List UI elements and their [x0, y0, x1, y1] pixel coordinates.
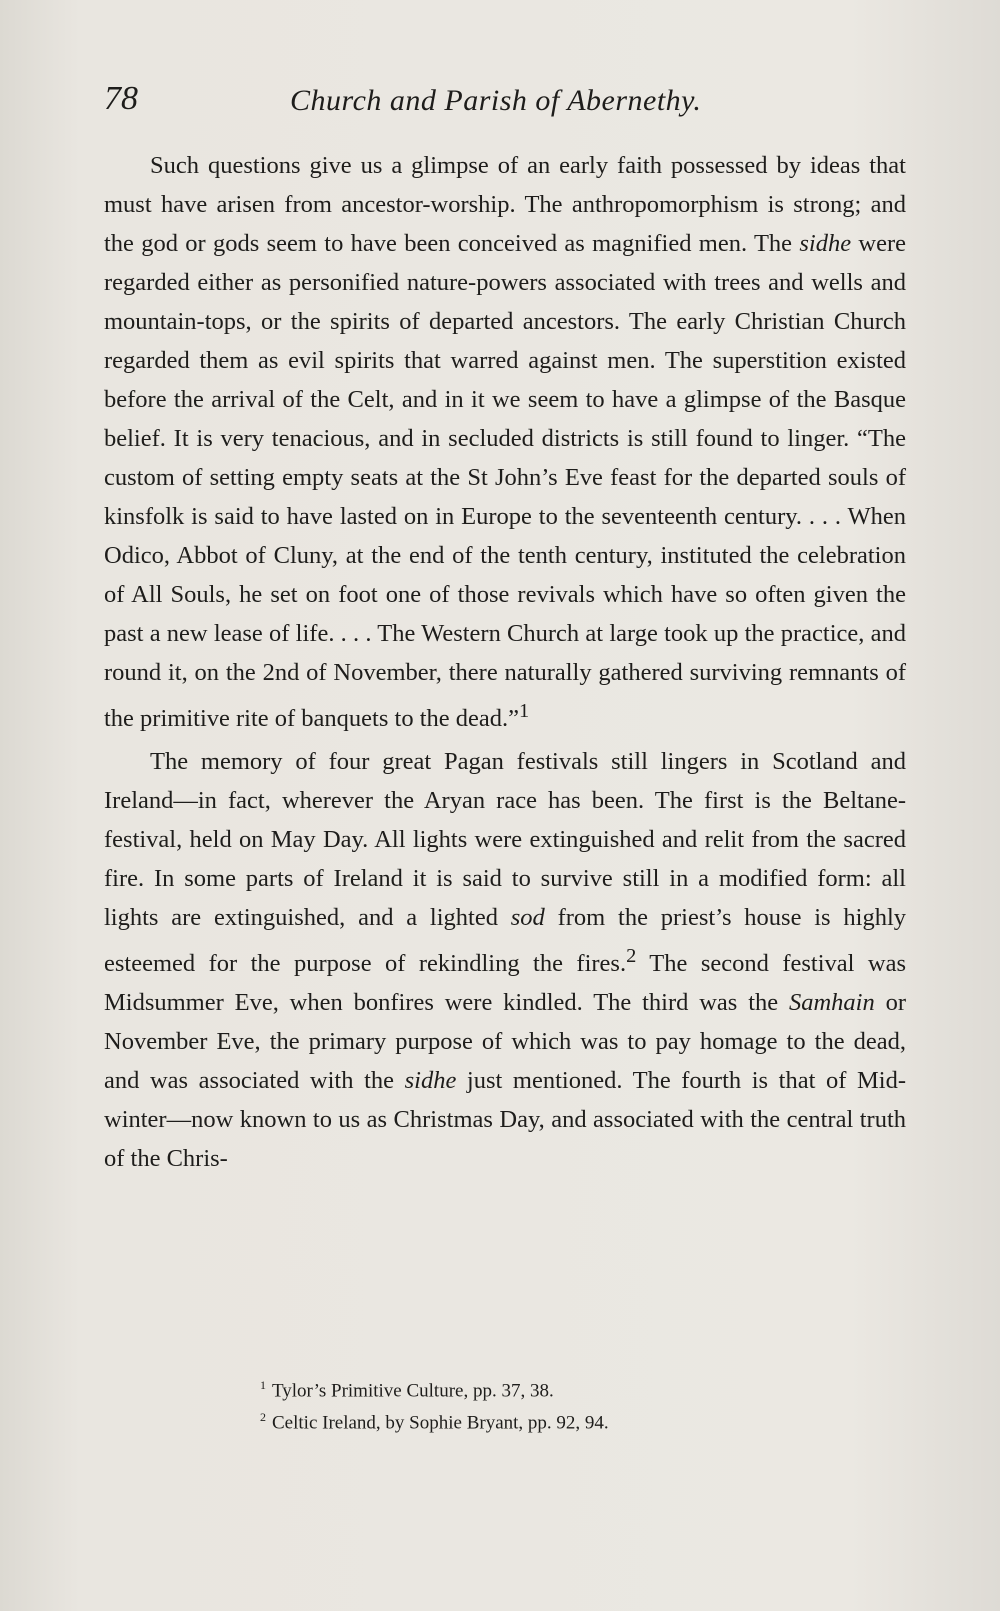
text-run: were regarded either as personified nature-powers associated with trees and wells and mountain-tops, or the spirits of departed ancestors. The early Christian Church regarded them as evil spirits that warred against men. The superstition existed before the arrival of the Celt, and in it we seem to have a glimpse of the Basque belief. It is very tenacious, and in secluded districts is still found to linger. “The custom of setting empty seats at the St John’s Eve feast for the departed souls of kinsfolk is said to have lasted on in Europe to the seventeenth century. . . . When Odico, Abbot of Cluny, at the end of the tenth century, instituted the celebration of All Souls, he set on foot one of those revivals which have so often given the past a new lease of life. . . . The Western Church at large took up the practice, and round it, on the 2nd of November, there naturally gathered surviving remnants of the primitive rite of banquets to the dead.”: [104, 230, 906, 733]
footnote: [260, 1404, 609, 1436]
paragraph: [104, 146, 906, 738]
text-run: just mentioned. The fourth is that of Mid-winter—now known to us as Christmas Day, and associated with the central truth of the Chris-: [104, 1067, 907, 1173]
text-run: or November Eve, the primary purpose of which was to pay homage to the dead, and was associated with the: [104, 989, 906, 1095]
italic-term: sidhe: [799, 230, 852, 257]
footnote: [260, 1372, 609, 1404]
body-text: [104, 146, 906, 1178]
paragraph: [104, 742, 906, 1178]
text-run: Such questions give us a glimpse of an early faith possessed by ideas that must have arisen from ancestor-worship. The anthropomorphism is strong; and the god or gods seem to have been conceived as magnified men. The: [104, 152, 906, 257]
italic-term: sidhe: [404, 1067, 457, 1095]
italic-term: sod: [510, 904, 545, 932]
footnote-number: 1: [260, 1378, 266, 1392]
footnote-marker: 2: [626, 945, 637, 968]
footnote-marker: 1: [519, 700, 530, 722]
italic-term: Samhain: [788, 989, 875, 1017]
text-run: The second festival was Midsummer Eve, when bonfires were kindled. The third was the: [104, 950, 906, 1017]
text-run: from the priest’s house is highly esteemed for the purpose of rekindling the fires.: [104, 904, 906, 978]
text-run: The memory of four great Pagan festivals still lingers in Scotland and Ireland—in fact, wherever the Aryan race has been. The first is the Beltane-festival, held on May Day. All lights were extinguished and relit from the sacred fire. In some parts of Ireland it is said to survive still in a modified form: all lights are extinguished, and a lighted: [104, 748, 906, 932]
footnote-text: Tylor’s Primitive Culture, pp. 37, 38.: [272, 1380, 554, 1402]
page-number: 78: [104, 80, 138, 117]
footnotes: [260, 1372, 609, 1437]
footnote-number: 2: [260, 1410, 266, 1425]
running-title: Church and Parish of Abernethy.: [290, 84, 702, 117]
footnote-text: Celtic Ireland, by Sophie Bryant, pp. 92, 94.: [272, 1412, 609, 1434]
